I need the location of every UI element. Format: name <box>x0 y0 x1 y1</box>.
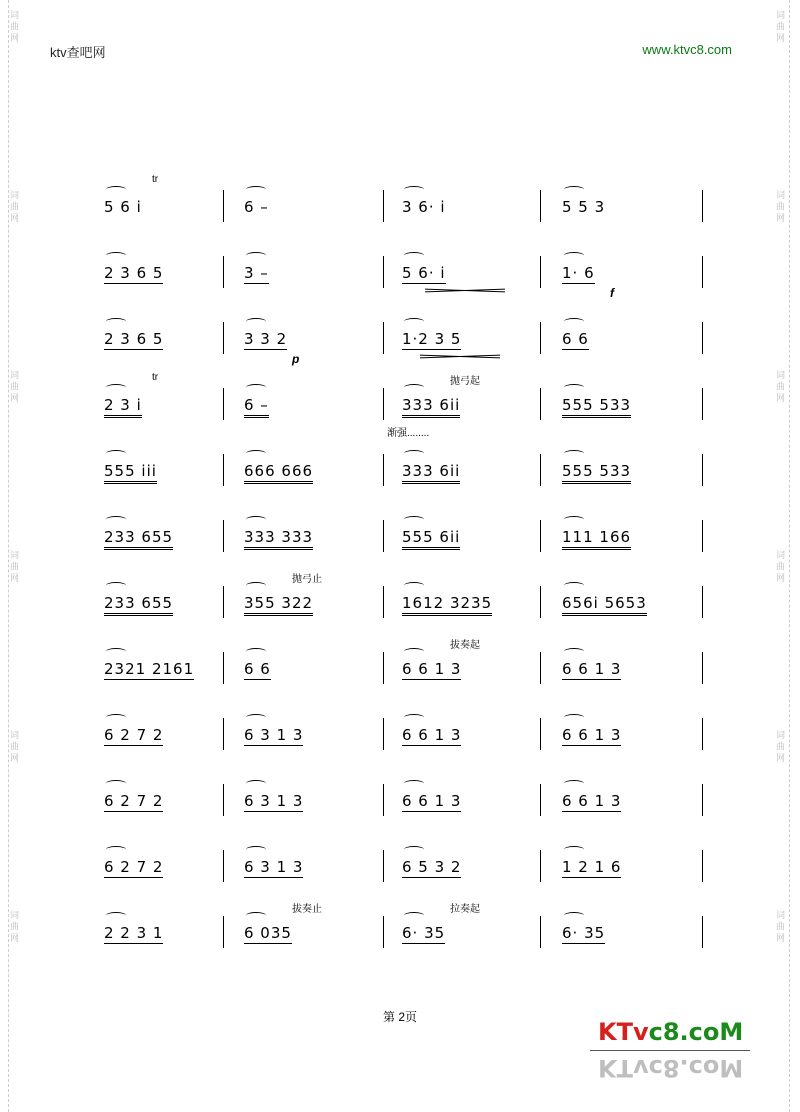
measure-notes: 666 666 <box>244 462 313 484</box>
measure-notes: 6· 35 <box>402 924 446 942</box>
score-row <box>100 244 720 300</box>
measure-notes: 6 6 1 3 <box>562 660 622 678</box>
barline <box>702 718 703 750</box>
slur-mark <box>564 846 584 853</box>
slur-mark <box>564 450 584 457</box>
right-margin-strip <box>775 0 790 1112</box>
slur-mark <box>564 912 584 919</box>
measure-notes: 6 2 7 2 <box>104 858 164 876</box>
performance-mark: p <box>292 352 300 366</box>
measure-notes: 656i 5653 <box>562 594 647 616</box>
slur-mark <box>246 648 266 655</box>
barline <box>540 916 541 948</box>
barline <box>540 784 541 816</box>
slur-mark <box>246 846 266 853</box>
slur-mark <box>106 582 126 589</box>
barline <box>383 520 384 552</box>
slur-mark <box>106 252 126 259</box>
barline <box>540 718 541 750</box>
barline <box>540 256 541 288</box>
measure-notes: 6 – <box>244 396 269 418</box>
barline <box>223 190 224 222</box>
measure-notes: 3 – <box>244 264 269 282</box>
logo-part-2: c8.coM <box>648 1018 744 1046</box>
slur-mark <box>246 714 266 721</box>
measure-notes: 555 iii <box>104 462 157 484</box>
side-mark: 词 曲 网 <box>9 190 19 223</box>
barline <box>223 718 224 750</box>
side-mark: 词 曲 网 <box>9 910 19 943</box>
slur-mark <box>564 582 584 589</box>
barline <box>223 850 224 882</box>
measure-notes: 6 2 7 2 <box>104 726 164 744</box>
side-mark: 词 曲 网 <box>775 910 785 943</box>
logo-reflection-part-1: KTv <box>598 1054 649 1082</box>
score-row <box>100 310 720 366</box>
barline <box>223 586 224 618</box>
slur-mark <box>404 582 424 589</box>
barline <box>702 784 703 816</box>
score-row <box>100 706 720 762</box>
measure-notes: 6 3 1 3 <box>244 858 304 876</box>
barline <box>702 388 703 420</box>
measure-notes: 2 3 i <box>104 396 142 418</box>
measure-notes: 3 6· i <box>402 198 446 216</box>
measure-notes: 6 6 1 3 <box>402 792 462 810</box>
barline <box>540 322 541 354</box>
measure-notes: 555 533 <box>562 396 631 418</box>
performance-mark: f <box>610 286 614 300</box>
measure-notes: 1612 3235 <box>402 594 492 616</box>
slur-mark <box>246 384 266 391</box>
barline <box>702 652 703 684</box>
barline <box>383 388 384 420</box>
side-mark: 词 曲 网 <box>775 550 785 583</box>
performance-mark: 拔奏止 <box>292 904 322 915</box>
slur-mark <box>246 912 266 919</box>
barline <box>540 520 541 552</box>
score-row <box>100 772 720 828</box>
measure-notes: 2 2 3 1 <box>104 924 164 942</box>
barline <box>540 388 541 420</box>
slur-mark <box>564 186 584 193</box>
measure-notes: 111 166 <box>562 528 631 550</box>
slur-mark <box>404 648 424 655</box>
score-row <box>100 508 720 564</box>
performance-mark: 拔奏起 <box>450 640 480 651</box>
measure-notes: 6 3 1 3 <box>244 726 304 744</box>
measure-notes: 6 6 <box>562 330 589 348</box>
notation-score <box>100 160 720 960</box>
slur-mark <box>404 846 424 853</box>
measure-notes: 3 3 2 <box>244 330 288 348</box>
measure-notes: 6· 35 <box>562 924 606 942</box>
logo-reflection <box>598 1054 743 1082</box>
measure-notes: 6 6 1 3 <box>562 726 622 744</box>
side-mark: 词 曲 网 <box>9 730 19 763</box>
barline <box>223 256 224 288</box>
barline <box>223 784 224 816</box>
slur-mark <box>246 252 266 259</box>
page-number: 第 2页 <box>382 1010 417 1024</box>
slur-mark <box>404 516 424 523</box>
side-mark: 词 曲 网 <box>9 370 19 403</box>
slur-mark <box>106 714 126 721</box>
slur-mark <box>106 912 126 919</box>
slur-mark <box>404 384 424 391</box>
barline <box>702 322 703 354</box>
barline <box>223 652 224 684</box>
measure-notes: 2321 2161 <box>104 660 195 678</box>
crescendo-text: 渐强........ <box>387 428 430 439</box>
slur-mark <box>404 186 424 193</box>
measure-notes: 6 035 <box>244 924 292 942</box>
measure-notes: 333 6ii <box>402 396 460 418</box>
measure-notes: 355 322 <box>244 594 313 616</box>
barline <box>223 520 224 552</box>
barline <box>540 652 541 684</box>
measure-notes: 233 655 <box>104 528 173 550</box>
logo-divider <box>590 1050 750 1051</box>
barline <box>702 256 703 288</box>
barline <box>702 586 703 618</box>
performance-mark: 拉奏起 <box>450 904 480 915</box>
score-row <box>100 640 720 696</box>
slur-mark <box>564 516 584 523</box>
slur-mark <box>564 714 584 721</box>
measure-notes: 6 – <box>244 198 269 216</box>
slur-mark <box>106 780 126 787</box>
measure-notes: 1· 6 <box>562 264 595 282</box>
barline <box>702 454 703 486</box>
score-row <box>100 574 720 630</box>
logo-reflection-part-2: c8.coM <box>648 1054 744 1082</box>
slur-mark <box>246 318 266 325</box>
slur-mark <box>564 648 584 655</box>
measure-notes: 5 6 i <box>104 198 142 216</box>
measure-notes: 555 533 <box>562 462 631 484</box>
performance-mark: 抛弓止 <box>292 574 322 585</box>
measure-notes: 2 3 6 5 <box>104 264 164 282</box>
score-row <box>100 174 720 234</box>
side-mark: 词 曲 网 <box>9 550 19 583</box>
side-mark: 词 曲 网 <box>775 370 785 403</box>
slur-mark <box>564 384 584 391</box>
measure-notes: 555 6ii <box>402 528 460 550</box>
barline <box>540 454 541 486</box>
barline <box>383 256 384 288</box>
slur-mark <box>246 582 266 589</box>
slur-mark <box>564 318 584 325</box>
slur-mark <box>246 516 266 523</box>
performance-mark: 抛弓起 <box>450 376 480 387</box>
side-mark: 词 曲 网 <box>775 190 785 223</box>
measure-notes: 6 6 <box>244 660 271 678</box>
barline <box>540 586 541 618</box>
barline <box>223 454 224 486</box>
site-logo[interactable] <box>598 1018 743 1046</box>
slur-mark <box>106 384 126 391</box>
slur-mark <box>404 714 424 721</box>
measure-notes: 233 655 <box>104 594 173 616</box>
measure-notes: 6 5 3 2 <box>402 858 462 876</box>
slur-mark <box>106 450 126 457</box>
side-mark: 词 曲 网 <box>775 10 785 43</box>
header-site-url[interactable]: www.ktvc8.com <box>642 42 732 57</box>
barline <box>540 850 541 882</box>
barline <box>383 454 384 486</box>
logo-part-1: KTv <box>598 1018 649 1046</box>
barline <box>223 322 224 354</box>
barline <box>383 652 384 684</box>
barline <box>383 916 384 948</box>
slur-mark <box>404 318 424 325</box>
barline <box>383 850 384 882</box>
barline <box>540 190 541 222</box>
barline <box>383 784 384 816</box>
performance-mark: tr <box>152 174 159 185</box>
slur-mark <box>404 252 424 259</box>
slur-mark <box>106 318 126 325</box>
slur-mark <box>564 780 584 787</box>
barline <box>383 718 384 750</box>
measure-notes: 6 2 7 2 <box>104 792 164 810</box>
barline <box>702 850 703 882</box>
barline <box>223 916 224 948</box>
measure-notes: 6 6 1 3 <box>562 792 622 810</box>
slur-mark <box>106 516 126 523</box>
barline <box>383 322 384 354</box>
slur-mark <box>106 846 126 853</box>
score-row <box>100 904 720 960</box>
measure-notes: 1 2 1 6 <box>562 858 622 876</box>
performance-mark: tr <box>152 372 159 383</box>
measure-notes: 5 5 3 <box>562 198 606 216</box>
measure-notes: 333 333 <box>244 528 313 550</box>
header-site-name: ktv查吧网 <box>50 45 106 60</box>
slur-mark <box>246 780 266 787</box>
slur-mark <box>106 186 126 193</box>
slur-mark <box>404 912 424 919</box>
slur-mark <box>404 450 424 457</box>
score-row <box>100 442 720 498</box>
measure-notes: 333 6ii <box>402 462 460 484</box>
slur-mark <box>564 252 584 259</box>
barline <box>702 190 703 222</box>
measure-notes: 6 3 1 3 <box>244 792 304 810</box>
barline <box>702 520 703 552</box>
side-mark: 词 曲 网 <box>9 10 19 43</box>
slur-mark <box>404 780 424 787</box>
measure-notes: 2 3 6 5 <box>104 330 164 348</box>
barline <box>383 586 384 618</box>
measure-notes: 1·2 3 5 <box>402 330 462 348</box>
measure-notes: 5 6· i <box>402 264 446 282</box>
slur-mark <box>246 186 266 193</box>
barline <box>223 388 224 420</box>
slur-mark <box>246 450 266 457</box>
left-margin-strip <box>8 0 23 1112</box>
barline <box>702 916 703 948</box>
side-mark: 词 曲 网 <box>775 730 785 763</box>
slur-mark <box>106 648 126 655</box>
barline <box>383 190 384 222</box>
measure-notes: 6 6 1 3 <box>402 660 462 678</box>
score-row <box>100 838 720 894</box>
measure-notes: 6 6 1 3 <box>402 726 462 744</box>
